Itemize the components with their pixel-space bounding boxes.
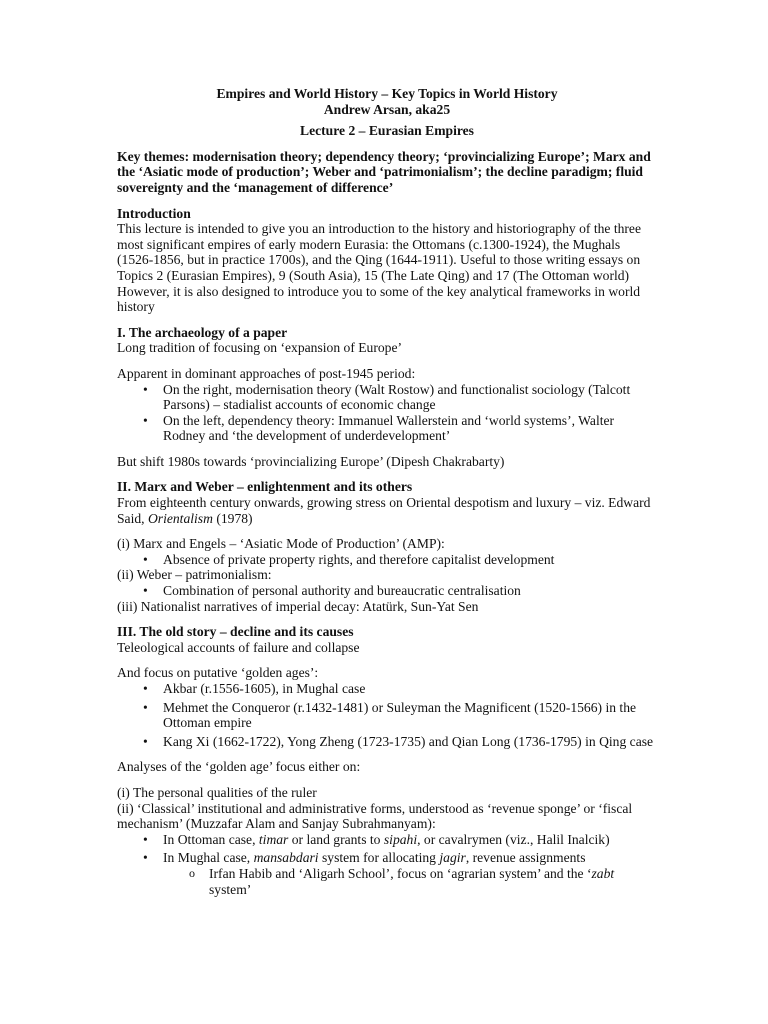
bullet-item: • Combination of personal authority and bureaucratic centralisation [117, 583, 657, 599]
bullet-item: • Akbar (r.1556-1605), in Mughal case [117, 681, 657, 697]
golden-ages-list [117, 681, 657, 749]
section-3-line: And focus on putative ‘golden ages’: [117, 665, 319, 681]
section-1-line: Long tradition of focusing on ‘expansion of Europe’ [117, 340, 403, 356]
term-jagir: jagir [439, 850, 466, 866]
text-run: , revenue assignments [465, 850, 586, 866]
section-3-line: Teleological accounts of failure and collapse [117, 639, 360, 655]
section-2-heading: II. Marx and Weber – enlightenment and its others [117, 479, 413, 495]
section-3-heading: III. The old story – decline and its causes [117, 624, 354, 640]
text-run: system for allocating [318, 850, 440, 866]
text-run: From eighteenth century onwards, growing stress on Oriental despotism and luxury – viz. Edward Said, [117, 495, 651, 526]
bullet-item: • Kang Xi (1662-1722), Yong Zheng (1723-1735) and Qian Long (1736-1795) in Qing case [117, 734, 657, 750]
bullet-item: • On the left, dependency theory: Immanuel Wallerstein and ‘world systems’, Walter Rodney and ‘the development of underdevelopment’ [117, 413, 657, 444]
marx-engels-line: (i) Marx and Engels – ‘Asiatic Mode of Production’ (AMP): [117, 536, 445, 552]
section-3-line: Analyses of the ‘golden age’ focus either on: [117, 759, 361, 775]
section-1-heading: I. The archaeology of a paper [117, 324, 288, 340]
book-title-orientalism: Orientalism [147, 510, 213, 526]
lecture-title: Lecture 2 – Eurasian Empires [300, 123, 474, 139]
institutional-list [117, 832, 657, 897]
section-3-item: (ii) ‘Classical’ institutional and administrative forms, understood as ‘revenue sponge’ or ‘fiscal mechanism’ (Muzzafar Alam and Sanjay Subrahmanyam): [117, 800, 633, 832]
text-run: Irfan Habib and ‘Aligarh School’, focus on ‘agrarian system’ and the ‘ [209, 865, 592, 881]
bullet-item: • On the right, modernisation theory (Walt Rostow) and functionalist sociology (Talcott Parsons) – stadialist accounts of economic change [117, 382, 657, 413]
term-timar: timar [258, 831, 289, 847]
text-run: system’ [209, 881, 252, 897]
sub-bullet-item [117, 866, 657, 897]
section-1-line: But shift 1980s towards ‘provincializing Europe’ (Dipesh Chakrabarty) [117, 453, 505, 469]
term-zabt: zabt [591, 865, 615, 881]
bullet-item: • Mehmet the Conqueror (r.1432-1481) or Suleyman the Magnificent (1520-1566) in the Ottoman empire [117, 700, 657, 731]
bullet-item [117, 850, 657, 866]
term-mansabdari: mansabdari [253, 850, 319, 866]
text-run: In Mughal case, [163, 850, 254, 866]
section-1-bullet-list [117, 382, 657, 444]
key-themes: Key themes: modernisation theory; dependency theory; ‘provincializing Europe’; Marx and the ‘Asiatic mode of production’; Weber and ‘patrimonialism’; the decline paradigm; fluid sovereignty and the ‘management of difference’ [117, 148, 651, 195]
text-run: or land grants to [288, 831, 384, 847]
marx-bullet-list [117, 552, 657, 568]
text-run: (1978) [212, 510, 253, 526]
weber-line: (ii) Weber – patrimonialism: [117, 567, 272, 583]
introduction-paragraph-2: However, it is also designed to introduce you to some of the key analytical frameworks in world history [117, 283, 641, 315]
nationalist-line: (iii) Nationalist narratives of imperial decay: Atatürk, Sun-Yat Sen [117, 598, 479, 614]
section-1-line: Apparent in dominant approaches of post-1945 period: [117, 365, 416, 381]
introduction-heading: Introduction [117, 205, 191, 221]
text-run: , or cavalrymen (viz., Halil Inalcik) [417, 831, 610, 847]
bullet-item: • Absence of private property rights, and therefore capitalist development [117, 552, 657, 568]
section-2-intro [117, 495, 657, 526]
bullet-item [117, 832, 657, 848]
weber-bullet-list [117, 583, 657, 599]
section-3-item: (i) The personal qualities of the ruler [117, 784, 317, 800]
course-title: Empires and World History – Key Topics in World History [216, 86, 558, 101]
document-body [117, 86, 657, 897]
text-run: In Ottoman case, [163, 831, 259, 847]
introduction-paragraph: This lecture is intended to give you an introduction to the history and historiography of the three most significant empires of early modern Eurasia: the Ottomans (c.1300-1924), the Mughals (1526-1856, but in practice 1700s), and the Qing (1644-1911). Useful to those writing essays on Topics 2 (Eurasian Empires), 9 (South Asia), 15 (The Late Qing) and 17 (The Ottoman world) [117, 221, 641, 283]
term-sipahi: sipahi [383, 831, 418, 847]
author-line: Andrew Arsan, aka25 [323, 101, 451, 117]
